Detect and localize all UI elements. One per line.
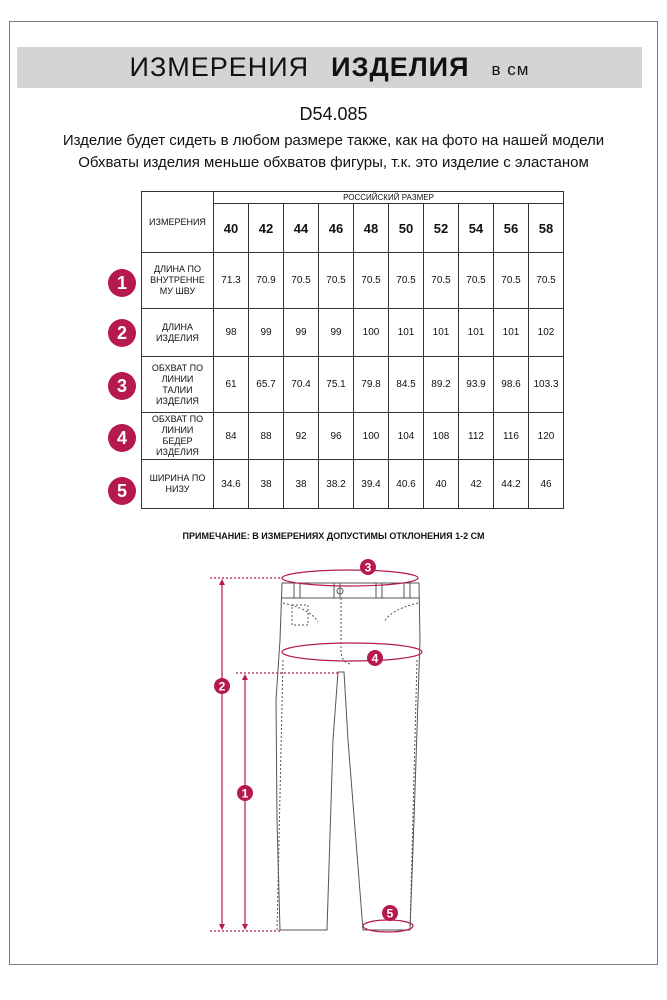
row-label-line: ЛИНИИ xyxy=(161,373,194,384)
value-cell: 46 xyxy=(529,460,564,509)
svg-text:5: 5 xyxy=(386,906,394,921)
value-cell: 70.5 xyxy=(459,253,494,309)
value-cell: 42 xyxy=(459,460,494,509)
value-cell: 75.1 xyxy=(319,357,354,413)
row-label-line: НИЗУ xyxy=(165,484,190,494)
value-cell: 70.5 xyxy=(319,253,354,309)
measure-badge: 1 xyxy=(108,269,136,297)
value-cell: 70.5 xyxy=(424,253,459,309)
row-label-line: МУ ШВУ xyxy=(159,286,196,296)
value-cell: 70.9 xyxy=(249,253,284,309)
value-cell: 100 xyxy=(354,413,389,460)
value-cell: 79.8 xyxy=(354,357,389,413)
waist-measure xyxy=(282,570,418,586)
marker-hem xyxy=(382,905,398,921)
value-cell: 39.4 xyxy=(354,460,389,509)
value-cell: 61 xyxy=(214,357,249,413)
row-label-line: ТАЛИИ xyxy=(162,384,193,395)
row-label-line: ИЗДЕЛИЯ xyxy=(156,447,199,457)
row-label-line: ДЛИНА ПО xyxy=(154,264,201,274)
size-header-54: 54 xyxy=(459,204,494,253)
row-label-line: ИЗДЕЛИЯ xyxy=(156,395,199,406)
value-cell: 93.9 xyxy=(459,357,494,413)
value-cell: 38.2 xyxy=(319,460,354,509)
value-cell: 100 xyxy=(354,309,389,357)
svg-text:3: 3 xyxy=(364,560,372,575)
row-label-line: БЕДЕР xyxy=(162,436,193,446)
value-cell: 98 xyxy=(214,309,249,357)
measure-badge: 4 xyxy=(108,424,136,452)
value-cell: 101 xyxy=(424,309,459,357)
row-label-line: ВНУТРЕННЕ xyxy=(150,275,205,285)
value-cell: 40 xyxy=(424,460,459,509)
row-label-line: ИЗДЕЛИЯ xyxy=(156,332,199,343)
title-light: ИЗМЕРЕНИЯ xyxy=(129,52,310,82)
title-unit: в см xyxy=(491,59,530,79)
marker-waist xyxy=(360,559,376,575)
value-cell: 65.7 xyxy=(249,357,284,413)
marker-hip xyxy=(367,650,383,666)
value-cell: 101 xyxy=(494,309,529,357)
row-label-line: ОБХВАТ ПО xyxy=(151,362,204,373)
size-header-44: 44 xyxy=(284,204,319,253)
value-cell: 70.5 xyxy=(529,253,564,309)
value-cell: 108 xyxy=(424,413,459,460)
value-cell: 112 xyxy=(459,413,494,460)
value-cell: 103.3 xyxy=(529,357,564,413)
size-header-58: 58 xyxy=(529,204,564,253)
title-bold: ИЗДЕЛИЯ xyxy=(331,52,470,82)
value-cell: 70.5 xyxy=(354,253,389,309)
value-cell: 89.2 xyxy=(424,357,459,413)
size-header-56: 56 xyxy=(494,204,529,253)
size-header-50: 50 xyxy=(389,204,424,253)
value-cell: 70.5 xyxy=(284,253,319,309)
size-header-46: 46 xyxy=(319,204,354,253)
value-cell: 44.2 xyxy=(494,460,529,509)
value-cell: 99 xyxy=(249,309,284,357)
description-line-2: Обхваты изделия меньше обхватов фигуры, т.к. это изделие с эластаном xyxy=(78,154,589,171)
measurements-header: ИЗМЕРЕНИЯ xyxy=(142,192,214,253)
value-cell: 34.6 xyxy=(214,460,249,509)
value-cell: 71.3 xyxy=(214,253,249,309)
measure-badge: 2 xyxy=(108,319,136,347)
tolerance-note: ПРИМЕЧАНИЕ: В ИЗМЕРЕНИЯХ ДОПУСТИМЫ ОТКЛОНЕНИЯ 1-2 СМ xyxy=(182,531,485,541)
value-cell: 88 xyxy=(249,413,284,460)
row-label-line: ШИРИНА ПО xyxy=(149,473,206,483)
svg-text:1: 1 xyxy=(241,786,249,801)
product-code: D54.085 xyxy=(299,104,368,124)
value-cell: 70.5 xyxy=(389,253,424,309)
value-cell: 102 xyxy=(529,309,564,357)
value-cell: 84 xyxy=(214,413,249,460)
value-cell: 116 xyxy=(494,413,529,460)
svg-text:2: 2 xyxy=(218,679,226,694)
size-header-48: 48 xyxy=(354,204,389,253)
value-cell: 70.4 xyxy=(284,357,319,413)
value-cell: 40.6 xyxy=(389,460,424,509)
value-cell: 120 xyxy=(529,413,564,460)
measure-badge: 5 xyxy=(108,477,136,505)
value-cell: 104 xyxy=(389,413,424,460)
measure-badge: 3 xyxy=(108,372,136,400)
trousers-outline xyxy=(276,583,420,930)
size-header-40: 40 xyxy=(214,204,249,253)
value-cell: 96 xyxy=(319,413,354,460)
marker-inseam xyxy=(237,785,253,801)
row-label-line: ДЛИНА xyxy=(162,321,193,332)
value-cell: 98.6 xyxy=(494,357,529,413)
row-label-line: ОБХВАТ ПО xyxy=(151,414,204,424)
size-header-52: 52 xyxy=(424,204,459,253)
description-line-1: Изделие будет сидеть в любом размере также, как на фото на нашей модели xyxy=(62,132,605,149)
value-cell: 101 xyxy=(459,309,494,357)
value-cell: 99 xyxy=(319,309,354,357)
size-header-42: 42 xyxy=(249,204,284,253)
value-cell: 99 xyxy=(284,309,319,357)
row-label-line: ЛИНИИ xyxy=(161,425,194,435)
value-cell: 101 xyxy=(389,309,424,357)
length-measure xyxy=(210,578,282,931)
value-cell: 84.5 xyxy=(389,357,424,413)
value-cell: 70.5 xyxy=(494,253,529,309)
marker-length xyxy=(214,678,230,694)
value-cell: 38 xyxy=(284,460,319,509)
russian-size-header: РОССИЙСКИЙ РАЗМЕР xyxy=(214,192,564,204)
svg-text:4: 4 xyxy=(371,651,379,666)
hip-measure xyxy=(282,643,422,661)
inseam-measure xyxy=(236,673,340,927)
value-cell: 38 xyxy=(249,460,284,509)
value-cell: 92 xyxy=(284,413,319,460)
